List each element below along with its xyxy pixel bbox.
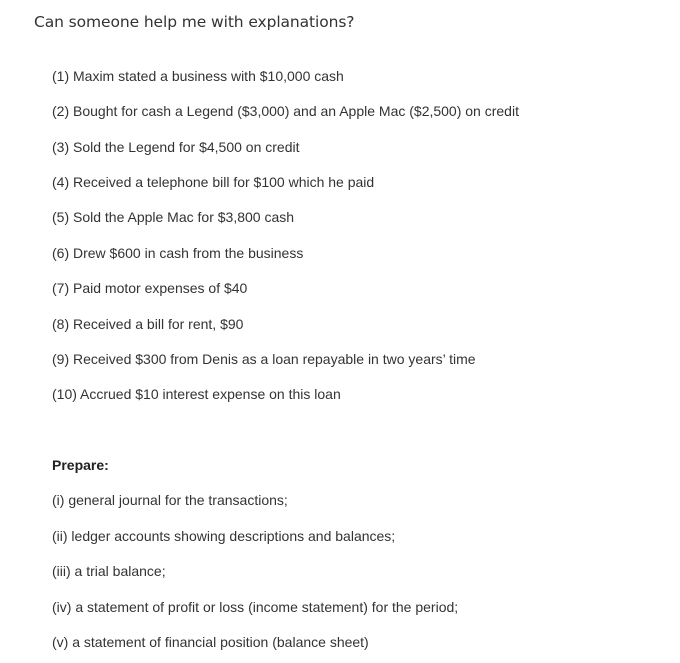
transaction-item: (1) Maxim stated a business with $10,000 cash [52,68,344,84]
prepare-heading: Prepare: [52,457,109,473]
question-title: Can someone help me with explanations? [34,13,355,31]
transaction-item: (2) Bought for cash a Legend ($3,000) and an Apple Mac ($2,500) on credit [52,103,519,119]
transaction-item: (3) Sold the Legend for $4,500 on credit [52,139,300,155]
transaction-item: (8) Received a bill for rent, $90 [52,316,244,332]
transaction-item: (5) Sold the Apple Mac for $3,800 cash [52,209,295,225]
transaction-item: (4) Received a telephone bill for $100 which he paid [52,174,375,190]
transaction-item: (7) Paid motor expenses of $40 [52,280,248,296]
prepare-item: (iv) a statement of profit or loss (income statement) for the period; [52,599,459,615]
transaction-item: (9) Received $300 from Denis as a loan repayable in two years’ time [52,351,476,367]
prepare-item: (ii) ledger accounts showing descriptions and balances; [52,528,396,544]
prepare-item: (i) general journal for the transactions; [52,492,288,508]
prepare-item: (v) a statement of financial position (balance sheet) [52,634,369,650]
transaction-item: (10) Accrued $10 interest expense on this loan [52,386,341,402]
transaction-item: (6) Drew $600 in cash from the business [52,245,304,261]
prepare-item: (iii) a trial balance; [52,563,166,579]
